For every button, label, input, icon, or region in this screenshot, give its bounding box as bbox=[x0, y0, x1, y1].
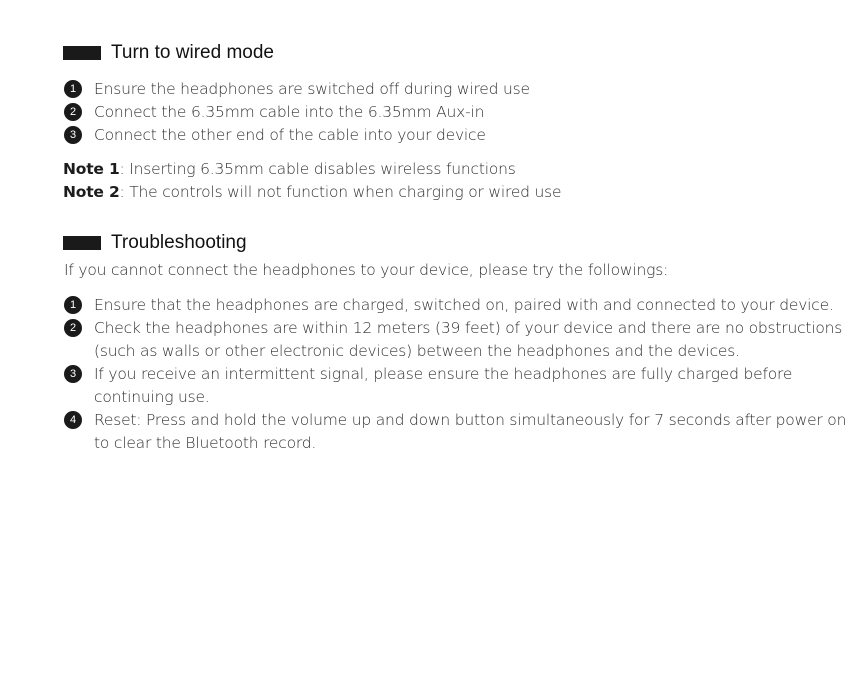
number-2-icon: 2 bbox=[64, 319, 82, 337]
wired-mode-heading bbox=[63, 42, 274, 64]
note-1 bbox=[63, 159, 516, 179]
wired-step-3 bbox=[64, 125, 486, 145]
note-2 bbox=[63, 182, 561, 202]
troubleshooting-item-text: If you receive an intermittent signal, please ensure the headphones are fully charged before bbox=[94, 365, 793, 383]
note-1-label: Note 1 bbox=[63, 160, 120, 178]
troubleshooting-item-text: Reset: Press and hold the volume up and down button simultaneously for 7 seconds after power on bbox=[94, 411, 847, 429]
troubleshooting-item-3 bbox=[64, 364, 792, 384]
troubleshooting-title: Troubleshooting bbox=[111, 232, 247, 253]
heading-bar-icon bbox=[63, 46, 101, 60]
troubleshooting-item-4-cont: to clear the Bluetooth record. bbox=[94, 434, 317, 452]
note-2-text: : The controls will not function when charging or wired use bbox=[119, 183, 562, 201]
wired-step-2 bbox=[64, 102, 484, 122]
troubleshooting-item-text: Check the headphones are within 12 meters (39 feet) of your device and there are no obstructions bbox=[94, 319, 843, 337]
troubleshooting-intro: If you cannot connect the headphones to your device, please try the followings: bbox=[64, 261, 669, 279]
wired-step-text: Connect the other end of the cable into your device bbox=[94, 126, 486, 144]
heading-bar-icon bbox=[63, 236, 101, 250]
troubleshooting-heading bbox=[63, 232, 247, 254]
number-1-icon: 1 bbox=[64, 296, 82, 314]
number-1-icon: 1 bbox=[64, 80, 82, 98]
wired-mode-title: Turn to wired mode bbox=[111, 42, 274, 63]
note-1-text: : Inserting 6.35mm cable disables wireless functions bbox=[119, 160, 516, 178]
number-4-icon: 4 bbox=[64, 411, 82, 429]
troubleshooting-item-text: Ensure that the headphones are charged, switched on, paired with and connected to your device. bbox=[94, 296, 834, 314]
number-3-icon: 3 bbox=[64, 126, 82, 144]
number-2-icon: 2 bbox=[64, 103, 82, 121]
wired-step-text: Connect the 6.35mm cable into the 6.35mm Aux-in bbox=[94, 103, 485, 121]
troubleshooting-item-2 bbox=[64, 318, 842, 338]
troubleshooting-item-2-cont: (such as walls or other electronic devices) between the headphones and the devices. bbox=[94, 342, 740, 360]
troubleshooting-item-1 bbox=[64, 295, 834, 315]
wired-step-1 bbox=[64, 79, 530, 99]
troubleshooting-item-3-cont: continuing use. bbox=[94, 388, 210, 406]
note-2-label: Note 2 bbox=[63, 183, 120, 201]
number-3-icon: 3 bbox=[64, 365, 82, 383]
troubleshooting-item-4 bbox=[64, 410, 846, 430]
wired-step-text: Ensure the headphones are switched off during wired use bbox=[94, 80, 530, 98]
